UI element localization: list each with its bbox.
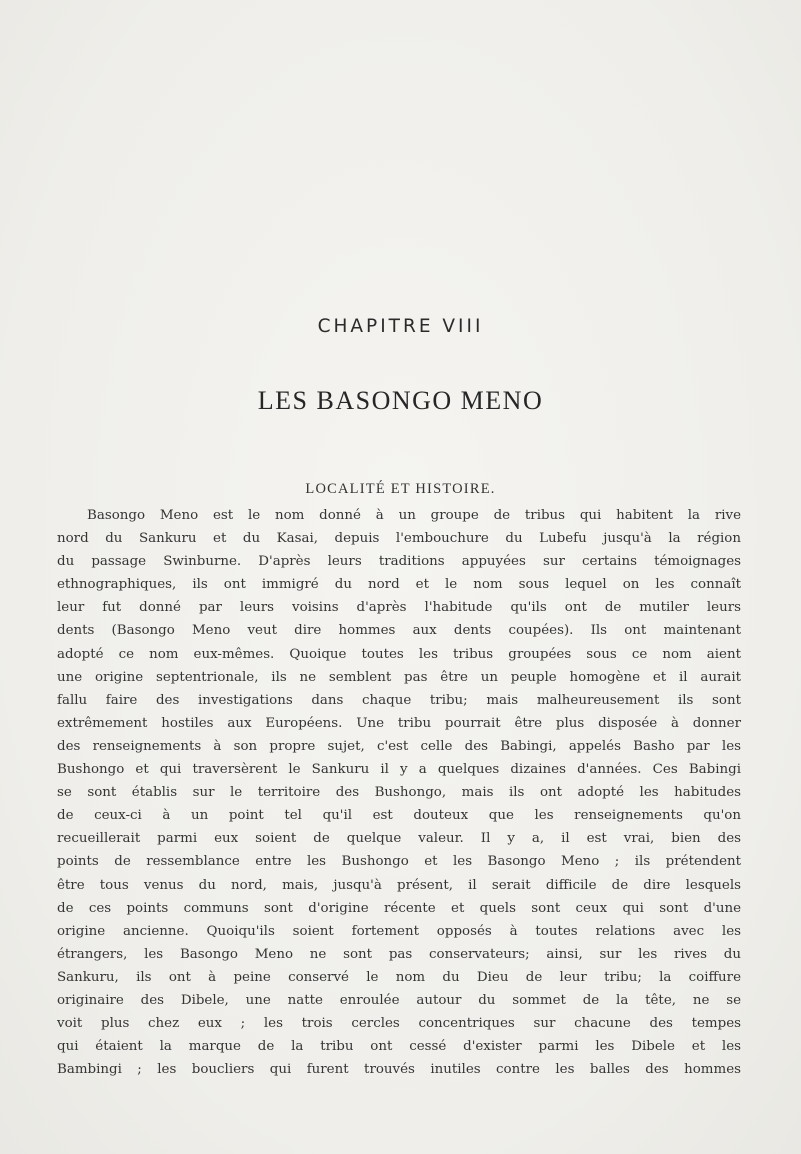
body-paragraph [57,504,741,1081]
text-line: Bushongo et qui traversèrent le Sankuru il y a quelques dizaines d'années. Ces Babingi [57,762,741,778]
text-line: recueillerait parmi eux soient de quelque valeur. Il y a, il est vrai, bien des [57,831,741,847]
text-line: des renseignements à son propre sujet, c'est celle des Babingi, appelés Basho par les [57,738,741,754]
text-line: adopté ce nom eux-mêmes. Quoique toutes les tribus groupées sous ce nom aient [57,646,741,662]
text-line: points de ressemblance entre les Bushongo et les Basongo Meno ; ils prétendent [57,854,741,870]
text-line: fallu faire des investigations dans chaque tribu; mais malheureusement ils sont [57,692,741,708]
text-line: une origine septentrionale, ils ne semblent pas être un peuple homogène et il aurait [57,669,741,685]
text-line: leur fut donné par leurs voisins d'après l'habitude qu'ils ont de mutiler leurs [57,600,741,616]
text-line: ethnographiques, ils ont immigré du nord et le nom sous lequel on les connaît [57,577,741,593]
chapter-heading: CHAPITRE VIII [317,316,484,337]
text-line: Basongo Meno est le nom donné à un groupe de tribus qui habitent la rive [87,508,741,523]
text-line: voit plus chez eux ; les trois cercles concentriques sur chacune des tempes [57,1016,741,1032]
text-line: se sont établis sur le territoire des Bushongo, mais ils ont adopté les habitudes [57,785,741,801]
text-line: originaire des Dibele, une natte enroulée autour du sommet de la tête, ne se [57,992,741,1008]
text-line: Sankuru, ils ont à peine conservé le nom du Dieu de leur tribu; la coiffure [57,969,741,985]
chapter-title: LES BASONGO MENO [257,386,544,415]
text-line: nord du Sankuru et du Kasai, depuis l'embouchure du Lubefu jusqu'à la région [57,531,741,547]
text-line: Bambingi ; les boucliers qui furent trouvés inutiles contre les balles des hommes [57,1062,741,1078]
text-line: origine ancienne. Quoiqu'ils soient fortement opposés à toutes relations avec les [57,923,741,939]
text-line: dents (Basongo Meno veut dire hommes aux dents coupées). Ils ont maintenant [57,623,741,639]
text-line: extrêmement hostiles aux Européens. Une tribu pourrait être plus disposée à donner [57,715,741,731]
section-heading: LOCALITÉ ET HISTOIRE. [305,481,496,497]
text-line: de ceux-ci à un point tel qu'il est douteux que les renseignements qu'on [57,808,741,824]
text-line: du passage Swinburne. D'après leurs traditions appuyées sur certains témoignages [57,554,741,570]
text-line: qui étaient la marque de la tribu ont cessé d'exister parmi les Dibele et les [57,1039,741,1055]
text-line: étrangers, les Basongo Meno ne sont pas conservateurs; ainsi, sur les rives du [57,946,741,962]
text-line: de ces points communs sont d'origine récente et quels sont ceux qui sont d'une [57,900,741,916]
text-line: être tous venus du nord, mais, jusqu'à présent, il serait difficile de dire lesquels [57,877,741,893]
